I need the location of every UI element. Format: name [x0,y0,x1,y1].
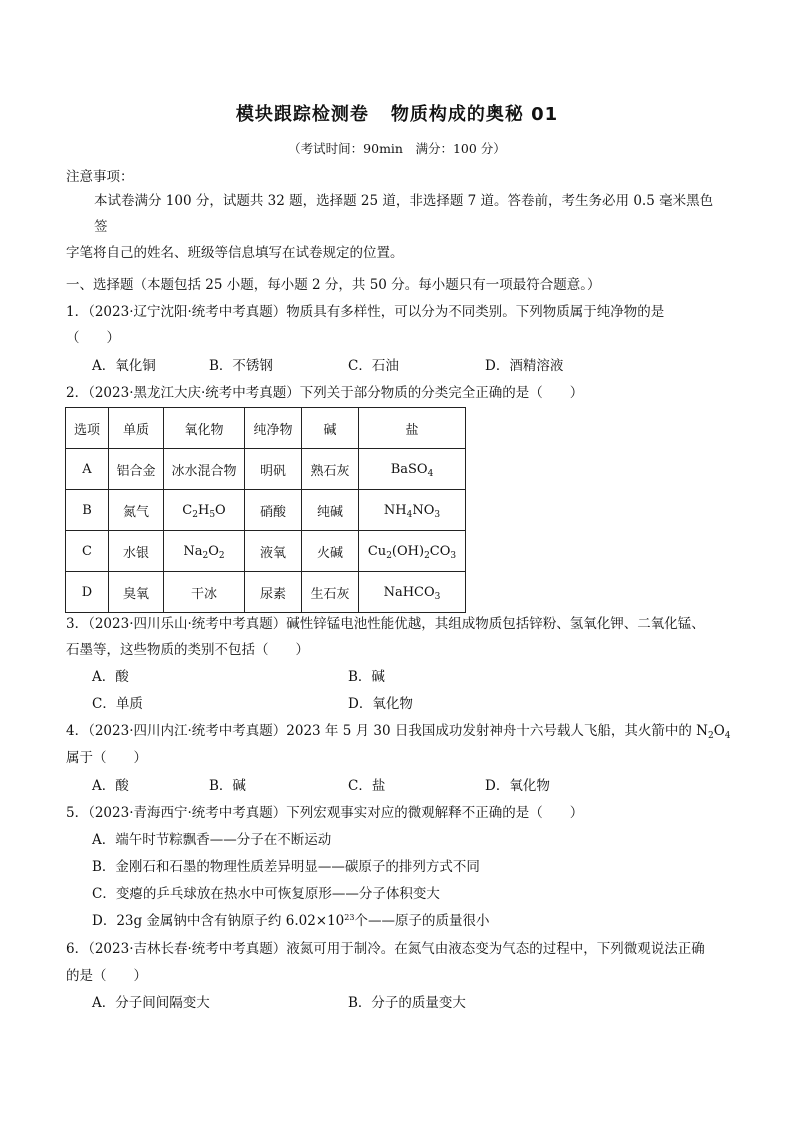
formula-cell: NaHCO$_3$ [359,572,466,613]
table-cell: 臭氧 [109,572,164,613]
question-1-blank: （ ） [66,330,120,346]
option-a[interactable]: A．端午时节粽飘香——分子在不断运动 [92,832,332,848]
table-cell: 明矾 [245,449,302,490]
option-a[interactable]: A．分子间间隔变大 [92,995,210,1011]
formula-cell: $Na_2O_2$ [164,531,245,572]
option-c[interactable]: C．石油 [348,358,399,374]
option-b[interactable]: B．金刚石和石墨的物理性质差异明显——碳原子的排列方式不同 [92,859,480,875]
table-header-cell: 氧化物 [164,408,245,449]
formula-cell: $Cu_2(OH)_2CO_3$ [359,531,466,572]
table-cell: D [66,572,109,613]
question-4-stem: 4．（2023·四川内江·统考中考真题）2023 年 5 月 30 日我国成功发射神舟十六号载人飞船，其火箭中的 $N_2O_4$ [66,723,731,741]
table-header-cell: 纯净物 [245,408,302,449]
table-cell: 铝合金 [109,449,164,490]
option-b[interactable]: B．碱 [209,778,246,794]
title-part-1: 模块跟踪检测卷 [235,104,369,125]
table-cell: C [66,531,109,572]
table-cell: 硝酸 [245,490,302,531]
table-header-cell: 盐 [359,408,466,449]
option-a[interactable]: A．酸 [92,778,129,794]
question-4-stem-cont: 属于（ ） [66,750,147,766]
table-row [66,449,466,490]
table-cell: 水银 [109,531,164,572]
question-1-stem: 1．（2023·辽宁沈阳·统考中考真题）物质具有多样性，可以分为不同类别。下列物质属于纯净物的是 [66,304,665,320]
option-c[interactable]: C．盐 [348,778,386,794]
option-a[interactable]: A．酸 [92,669,129,685]
table-header-cell: 单质 [109,408,164,449]
notice-paragraph [66,188,726,266]
question-6-stem: 6．（2023·吉林长春·统考中考真题）液氮可用于制冷。在氮气由液态变为气态的过程中，下列微观说法正确 [66,941,705,957]
table-cell: 液氧 [245,531,302,572]
formula-cell: $C_2H_5O$ [164,490,245,531]
table-header-row [66,408,466,449]
table-cell: 熟石灰 [302,449,359,490]
option-c[interactable]: C．单质 [92,696,143,712]
question-6-stem-cont: 的是（ ） [66,968,147,984]
table-cell: 干冰 [164,572,245,613]
notice-label: 注意事项： [66,169,134,185]
title-part-2: 物质构成的奥秘 01 [390,104,559,125]
table-header-cell: 碱 [302,408,359,449]
table-cell: 纯碱 [302,490,359,531]
question-3-stem-cont: 石墨等，这些物质的类别不包括（ ） [66,642,309,658]
option-d[interactable]: D．23g 金属钠中含有钠原子约 $6.02\times 10^{23}$个——原子的质量很小 [92,913,490,929]
page-title [0,100,794,126]
question-5-stem: 5．（2023·青海西宁·统考中考真题）下列宏观事实对应的微观解释不正确的是（ ） [66,805,584,821]
table-row [66,531,466,572]
question-2-stem: 2．（2023·黑龙江大庆·统考中考真题）下列关于部分物质的分类完全正确的是（ ） [66,385,584,401]
option-b[interactable]: B．分子的质量变大 [348,995,466,1011]
option-c[interactable]: C．变瘪的乒乓球放在热水中可恢复原形——分子体积变大 [92,886,440,902]
table-header-cell: 选项 [66,408,109,449]
formula-cell: BaSO$_4$ [359,449,466,490]
option-a[interactable]: A．氧化铜 [92,358,156,374]
table-cell: A [66,449,109,490]
table-cell: 尿素 [245,572,302,613]
exam-info: （考试时间：90min 满分：100 分） [288,141,506,156]
table-row [66,572,466,613]
option-b[interactable]: B．碱 [348,669,385,685]
option-d[interactable]: D．氧化物 [485,778,550,794]
option-b[interactable]: B．不锈钢 [209,358,273,374]
formula-cell: $NH_4NO_3$ [359,490,466,531]
notice-text-line-1: 本试卷满分 100 分，试题共 32 题，选择题 25 道，非选择题 7 道。答卷前，考生务必用 0.5 毫米黑色签 [94,193,714,235]
table-row [66,490,466,531]
table-cell: 生石灰 [302,572,359,613]
section-heading: 一、选择题（本题包括 25 小题，每小题 2 分，共 50 分。每小题只有一项最符合题意。） [66,277,601,293]
table-cell: 冰水混合物 [164,449,245,490]
classification-table [65,407,466,613]
table-cell: 火碱 [302,531,359,572]
question-3-stem: 3．（2023·四川乐山·统考中考真题）碱性锌锰电池性能优越，其组成物质包括锌粉、氢氧化钾、二氧化锰、 [66,616,705,632]
table-cell: 氮气 [109,490,164,531]
option-d[interactable]: D．氧化物 [348,696,413,712]
table-cell: B [66,490,109,531]
option-d[interactable]: D．酒精溶液 [485,358,564,374]
notice-text-line-2: 字笔将自己的姓名、班级等信息填写在试卷规定的位置。 [66,245,404,261]
